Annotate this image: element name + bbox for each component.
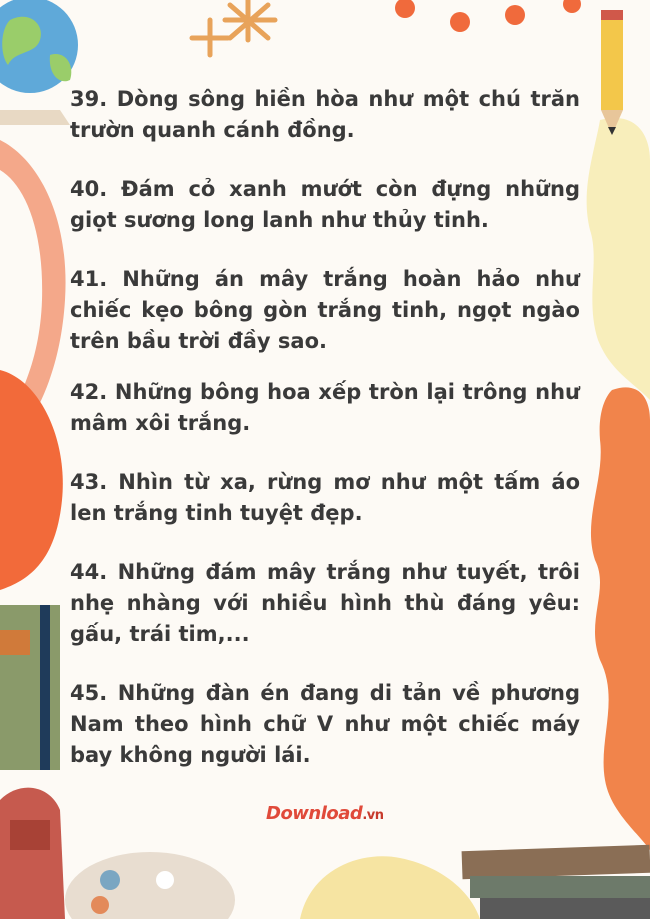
- green-book-illustration: [0, 605, 60, 770]
- list-item: 40. Đám cỏ xanh mướt còn đựng những giọt sương long lanh như thủy tinh.: [70, 177, 580, 232]
- list-item: 42. Những bông hoa xếp tròn lại trông như mâm xôi trắng.: [70, 380, 580, 435]
- pencil-icon: [601, 10, 623, 135]
- list-item: 44. Những đám mây trắng như tuyết, trôi nhẹ nhàng với nhiều hình thù đáng yêu: gấu, trái tim,...: [70, 560, 580, 646]
- yellow-half-circle: [300, 856, 480, 919]
- watermark-suffix: .vn: [362, 808, 384, 823]
- yellow-watercolor-wash: [587, 118, 650, 400]
- text-list: [70, 84, 580, 799]
- list-item: 43. Nhìn từ xa, rừng mơ như một tấm áo len trắng tinh tuyệt đẹp.: [70, 470, 580, 525]
- watermark-brand: Download: [266, 803, 363, 824]
- paint-palette-illustration: [65, 852, 235, 919]
- globe-icon: [0, 0, 78, 125]
- star-doodle: [192, 0, 275, 55]
- orange-watercolor-blob: [591, 387, 650, 850]
- books-stack-illustration: [462, 845, 650, 919]
- watermark-logo: [266, 803, 384, 824]
- backpack-illustration: [0, 788, 65, 919]
- list-item: 41. Những án mây trắng hoàn hảo như chiếc kẹo bông gòn trắng tinh, ngọt ngào trên bầu trời đầy sao.: [70, 267, 580, 353]
- list-item: 45. Những đàn én đang di tản về phương Nam theo hình chữ V như một chiếc máy bay không người lái.: [70, 681, 580, 767]
- orange-half-circle: [0, 370, 63, 590]
- list-item: 39. Dòng sông hiền hòa như một chú trăn trườn quanh cánh đồng.: [70, 87, 580, 142]
- orange-dots: [395, 0, 581, 32]
